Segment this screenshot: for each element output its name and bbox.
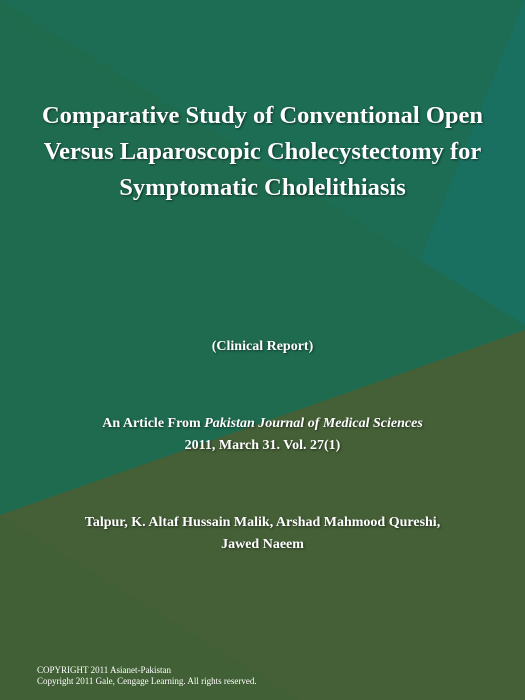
issue-info: 2011, March 31. Vol. 27(1) (184, 438, 341, 453)
book-title: Comparative Study of Conventional Open Versus Laparoscopic Cholecystectomy for Symptomatic Cholelithiasis (41, 102, 484, 201)
authors-line-2: Jawed Naeem (221, 537, 304, 552)
copyright-notice (37, 665, 257, 687)
journal-name: Pakistan Journal of Medical Sciences (204, 416, 423, 431)
authors-line-1: Talpur, K. Altaf Hussain Malik, Arshad Mahmood Qureshi, (84, 515, 441, 530)
author-list (20, 512, 505, 556)
source-prefix: An Article From (102, 416, 201, 431)
copyright-line-2: Copyright 2011 Gale, Cengage Learning. All rights reserved. (37, 676, 257, 686)
source-line-1 (20, 413, 505, 435)
article-source (20, 413, 505, 457)
book-subtitle: (Clinical Report) (211, 339, 314, 354)
copyright-line-1: COPYRIGHT 2011 Asianet-Pakistan (37, 665, 171, 675)
